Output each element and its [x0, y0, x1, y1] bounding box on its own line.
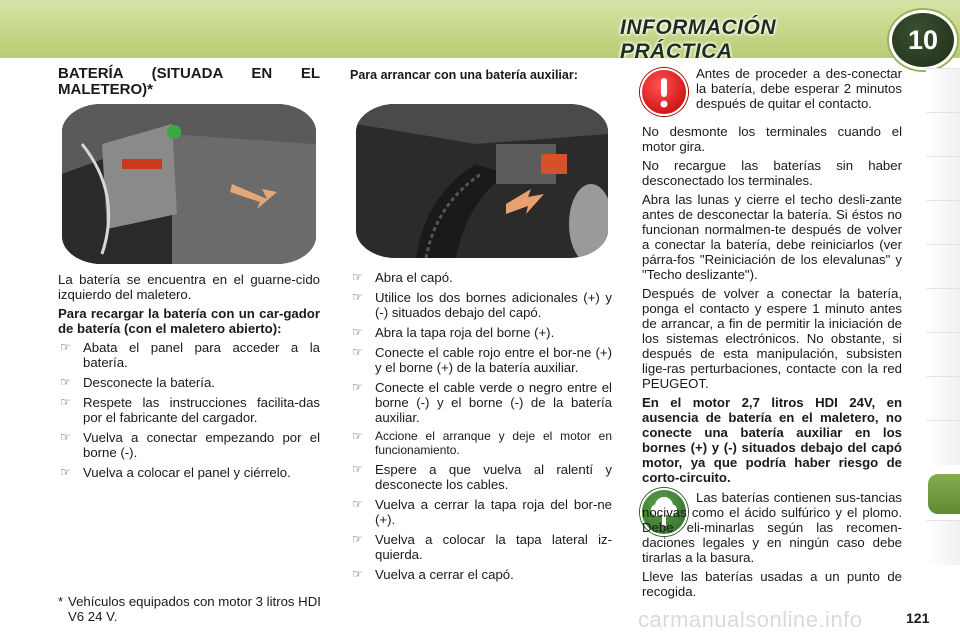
pointing-hand-icon: ☞	[352, 270, 363, 284]
pointing-hand-icon: ☞	[352, 497, 363, 511]
warning-lead-block	[696, 66, 902, 115]
list-item: ☞ Accione el arranque y deje el motor en funcionamiento.	[352, 429, 612, 457]
pointing-hand-icon: ☞	[352, 290, 363, 304]
page-number: 121	[906, 610, 930, 626]
pointing-hand-icon: ☞	[60, 340, 71, 354]
list-item: ☞ Espere a que vuelva al ralentí y desconecte los cables.	[352, 462, 612, 492]
chapter-index-tabs	[926, 68, 960, 598]
list-item: ☞ Respete las instrucciones facilita-das por el fabricante del cargador.	[60, 395, 320, 425]
jump-start-title: Para arrancar con una batería auxiliar:	[350, 68, 578, 82]
pointing-hand-icon: ☞	[60, 395, 71, 409]
footnote-text: Vehículos equipados con motor 3 litros HDI V6 24 V.	[68, 594, 321, 624]
index-tab[interactable]	[926, 200, 960, 245]
warning-paragraph: No desmonte los terminales cuando el motor gira.	[642, 124, 902, 154]
index-tab[interactable]	[926, 156, 960, 201]
column-jump-start-steps	[350, 270, 612, 587]
trunk-battery-photo	[62, 104, 316, 264]
list-item: ☞ Vuelva a colocar el panel y ciérrelo.	[60, 465, 291, 480]
pointing-hand-icon: ☞	[60, 375, 71, 389]
list-item: ☞ Conecte el cable rojo entre el bor-ne (+) y el borne (+) de la batería auxiliar.	[352, 345, 612, 375]
recharge-subheading: Para recargar la batería con un car-gador de batería (con el maletero abierto):	[58, 306, 320, 336]
watermark: carmanualsonline.info	[638, 607, 863, 632]
index-tab[interactable]	[926, 244, 960, 289]
index-tab[interactable]	[926, 332, 960, 377]
warning-lead-text: Antes de proceder a des-conectar la batería, debe esperar 2 minutos después de quitar el contacto.	[696, 66, 902, 111]
battery-location-text: La batería se encuentra en el guarne-cido izquierdo del maletero.	[58, 272, 320, 302]
list-item: ☞ Vuelva a cerrar el capó.	[352, 567, 514, 582]
footnote	[58, 594, 328, 624]
pointing-hand-icon: ☞	[352, 532, 363, 546]
pointing-hand-icon: ☞	[352, 380, 363, 394]
list-item: ☞ Abra el capó.	[352, 270, 453, 285]
list-item: ☞ Vuelva a cerrar la tapa roja del bor-ne (+).	[352, 497, 612, 527]
engine-bay-photo	[356, 104, 608, 258]
section-title: BATERÍA (SITUADA EN EL MALETERO)*	[58, 65, 320, 98]
warning-paragraph: Después de volver a conectar la batería, ponga el contacto y espere 1 minuto antes de arrancar, a fin de permitir la iniciación de los sistemas electrónicos. No obstante, si después de esta manipulación, subsisten lige-ras perturbaciones, contacte con la red PEUGEOT.	[642, 286, 902, 391]
warning-exclamation-icon	[640, 68, 688, 116]
pointing-hand-icon: ☞	[352, 462, 363, 476]
pointing-hand-icon: ☞	[352, 429, 363, 443]
engine-illustration	[356, 104, 608, 258]
list-item: ☞ Desconecte la batería.	[60, 375, 215, 390]
column-recycling	[642, 490, 902, 603]
list-item: ☞ Vuelva a conectar empezando por el borne (-).	[60, 430, 320, 460]
list-item: ☞ Vuelva a colocar la tapa lateral iz-quierda.	[352, 532, 612, 562]
short-circuit-warning: En el motor 2,7 litros HDI 24V, en ausencia de batería en el maletero, no conecte una batería auxiliar en los bornes (+) y (-) situados debajo del capó motor, ya que podría haber riesgo de corto-circuito.	[642, 395, 902, 485]
column-warnings	[642, 124, 902, 489]
index-tab[interactable]	[926, 520, 960, 565]
recycling-text: Lleve las baterías usadas a un punto de recogida.	[642, 569, 902, 599]
index-tab-active[interactable]	[928, 474, 960, 514]
trunk-illustration	[62, 104, 316, 264]
index-tab[interactable]	[926, 376, 960, 421]
column-jump-start	[350, 68, 612, 87]
column-battery-recharge	[58, 272, 320, 485]
index-tab[interactable]	[926, 68, 960, 113]
warning-paragraph: Abra las lunas y cierre el techo desli-zante antes de desconectar la batería. Si éstos no funcionan normalmen-te después de volver a conectar la batería, debe reiniciarlos (ver párra-fos "Reiniciación de los elevalunas" y "Techo deslizante").	[642, 192, 902, 282]
pointing-hand-icon: ☞	[352, 325, 363, 339]
list-item: ☞ Conecte el cable verde o negro entre el borne (-) y el borne (-) de la batería auxiliar.	[352, 380, 612, 425]
index-tab[interactable]	[926, 112, 960, 157]
column-battery-location	[58, 66, 320, 102]
footnote-mark: *	[58, 594, 64, 609]
recharge-steps-list	[58, 340, 320, 480]
list-item: ☞ Abra la tapa roja del borne (+).	[352, 325, 555, 340]
index-tab[interactable]	[926, 288, 960, 333]
pointing-hand-icon: ☞	[60, 430, 71, 444]
pointing-hand-icon: ☞	[60, 465, 71, 479]
index-tab[interactable]	[926, 420, 960, 465]
chapter-title: INFORMACIÓN PRÁCTICA	[620, 16, 776, 63]
list-item: ☞ Abata el panel para acceder a la batería.	[60, 340, 320, 370]
list-item: ☞ Utilice los dos bornes adicionales (+) y (-) situados debajo del capó.	[352, 290, 612, 320]
warning-paragraph: No recargue las baterías sin haber desconectado los terminales.	[642, 158, 902, 188]
pointing-hand-icon: ☞	[352, 345, 363, 359]
jump-start-steps-list	[350, 270, 612, 582]
pointing-hand-icon: ☞	[352, 567, 363, 581]
chapter-number-badge: 10	[889, 10, 957, 70]
recycling-lead-text: Las baterías contienen sus-tancias nocivas como el ácido sulfúrico y el plomo. Debe eli-minarlas según las recomen-daciones legales y en ningún caso debe tirarlas a la basura.	[642, 490, 902, 565]
